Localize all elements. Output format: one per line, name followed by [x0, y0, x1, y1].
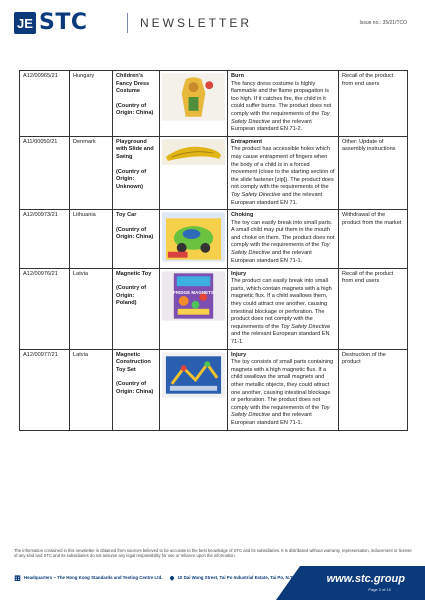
risk-cell: [228, 71, 339, 137]
product-cell: [113, 349, 160, 430]
notifying-country: Hungary: [70, 71, 113, 137]
product-name: Toy Car: [116, 212, 137, 219]
directive-name: Toy Safety Directive: [280, 323, 331, 330]
notifying-country: Denmark: [70, 136, 113, 209]
product-image-cell: [160, 268, 228, 349]
website-link[interactable]: www.stc.group: [326, 573, 405, 585]
reference-number: A12/00965/21: [20, 71, 70, 137]
measures-taken: Recall of the product from end users: [339, 268, 408, 349]
risk-cell: [228, 210, 339, 269]
risk-type: Entrapment: [231, 138, 263, 145]
measures-taken: Withdrawal of the product from the market: [339, 210, 408, 269]
country-of-origin: (Country of Origin: Poland): [116, 285, 147, 307]
newsletter-title: NEWSLETTER: [140, 16, 253, 30]
risk-type: Burn: [231, 73, 245, 79]
country-of-origin: (Country of Origin: China): [116, 102, 154, 117]
magnetic-toy-image: [162, 271, 225, 325]
measures-taken: Destruction of the product: [339, 349, 408, 430]
headquarters-address: 10 Dai Wang Street, Tai Po Industrial Estate, Tai Po, N.T., Hong Kong: [177, 575, 320, 580]
product-cell: [113, 268, 160, 349]
disclaimer: The information contained in this newsletter is obtained from sources believed to be accurate to the best knowledge of STC and its subsidiaries. It is distributed without warranty, representation, inducement or license of any kind and STC and its subsidiaries do not assume any legal responsibility for use or reliance upon the information.: [14, 548, 412, 559]
product-image-cell: [160, 136, 228, 209]
table-row: [20, 210, 408, 269]
product-image-cell: [160, 349, 228, 430]
building-icon: [14, 574, 21, 581]
table-row: [20, 349, 408, 430]
risk-standard: and the relevant European standard EN 71-2.: [231, 118, 312, 133]
stc-logo-mark: JE: [14, 12, 36, 34]
country-of-origin: (Country of Origin: China): [116, 226, 154, 241]
product-cell: [113, 210, 160, 269]
product-image-cell: [160, 71, 228, 137]
risk-description: The fancy dress costume is highly flammable and the flame propagation is too high. If it catches fire, the child in it could suffer burns. The product does not comply with the requirements of the: [231, 80, 332, 117]
risk-standard: and the relevant European standard EN 71-1.: [231, 412, 312, 426]
page-number: Page 2 of 10: [368, 587, 391, 592]
product-name: Magnetic Toy: [116, 270, 152, 277]
risk-cell: [228, 136, 339, 209]
directive-name: Toy Safety Directive: [231, 404, 330, 419]
issue-number: Issue no.: 35/21/TCO: [359, 20, 407, 26]
reference-number: A12/00973/21: [20, 210, 70, 269]
stc-logo: [14, 12, 88, 34]
recall-table: [19, 70, 408, 431]
image-caption: FRIDGE MAGNETS: [173, 289, 214, 295]
risk-cell: [228, 349, 339, 430]
location-pin-icon: [170, 575, 176, 581]
construction-set-image: [162, 352, 225, 402]
risk-type: Injury: [231, 270, 247, 277]
product-name: Playground with Slide and Swing: [116, 138, 154, 160]
notifying-country: Latvia: [70, 349, 113, 430]
product-cell: [113, 136, 160, 209]
notifying-country: Latvia: [70, 268, 113, 349]
risk-type: Injury: [231, 351, 247, 358]
costume-image: [162, 73, 225, 125]
risk-standard: and the relevant European standard EN 71-1.: [231, 250, 312, 264]
product-image-cell: [160, 210, 228, 269]
directive-name: Toy Safety Directive: [231, 191, 281, 198]
measures-taken: Recall of the product from end users: [339, 71, 408, 137]
reference-number: A11/00050/21: [20, 136, 70, 209]
risk-standard: and the relevant European standard EN 71.: [231, 191, 323, 206]
slide-image: [162, 139, 225, 169]
risk-type: Choking: [231, 212, 254, 219]
table-row: [20, 71, 408, 137]
risk-description: The product can easily break into small parts, which contain magnets with a high magnetic flux. If a child swallows them, they could attract one another, causing intestinal blockage or perforation. The product does not comply with the requirements of the: [231, 278, 332, 330]
risk-description: The product has accessible holes which may cause entrapment of fingers when the body of a child is in a forced movement (close to the starting section of the slide fastener [zip]). The product does not comply with the requirements of the: [231, 146, 335, 191]
risk-cell: [228, 268, 339, 349]
footer-panel: [0, 566, 300, 600]
reference-number: A12/00976/21: [20, 268, 70, 349]
reference-number: A12/00977/21: [20, 349, 70, 430]
headquarters-line: [14, 574, 319, 581]
country-of-origin: (Country of Origin: Unknown): [116, 168, 147, 190]
directive-name: Toy Safety Directive: [231, 242, 330, 257]
country-of-origin: (Country of Origin: China): [116, 381, 154, 395]
risk-standard: and the relevant European standard EN 71-1.: [231, 331, 330, 346]
risk-description: The toy can easily break into small parts. A small child may put them in the mouth and choke on them. The product does not comply with the requirements of the: [231, 219, 335, 249]
product-name: Children's Fancy Dress Costume: [116, 73, 150, 95]
table-row: [20, 268, 408, 349]
notifying-country: Lithuania: [70, 210, 113, 269]
risk-description: The toy consists of small parts containing magnets with a high magnetic flux. If a child swallows the small magnets and other metallic objects, they could attract one another, causing intestinal blockage or perforation. The product does not comply with the requirements of the: [231, 359, 334, 411]
directive-name: Toy Safety Directive: [231, 110, 330, 125]
product-name: Magnetic Construction Toy Set: [116, 351, 151, 373]
header-divider: [127, 13, 128, 33]
headquarters-label: Headquarters – The Hong Kong Standards and Testing Centre Ltd.: [24, 575, 163, 580]
measures-taken: Other: Update of assembly instructions: [339, 136, 408, 209]
toy-car-image: [162, 212, 225, 266]
product-cell: [113, 71, 160, 137]
table-row: [20, 136, 408, 209]
stc-logo-text: STC: [39, 10, 88, 35]
page-header: [0, 0, 425, 48]
